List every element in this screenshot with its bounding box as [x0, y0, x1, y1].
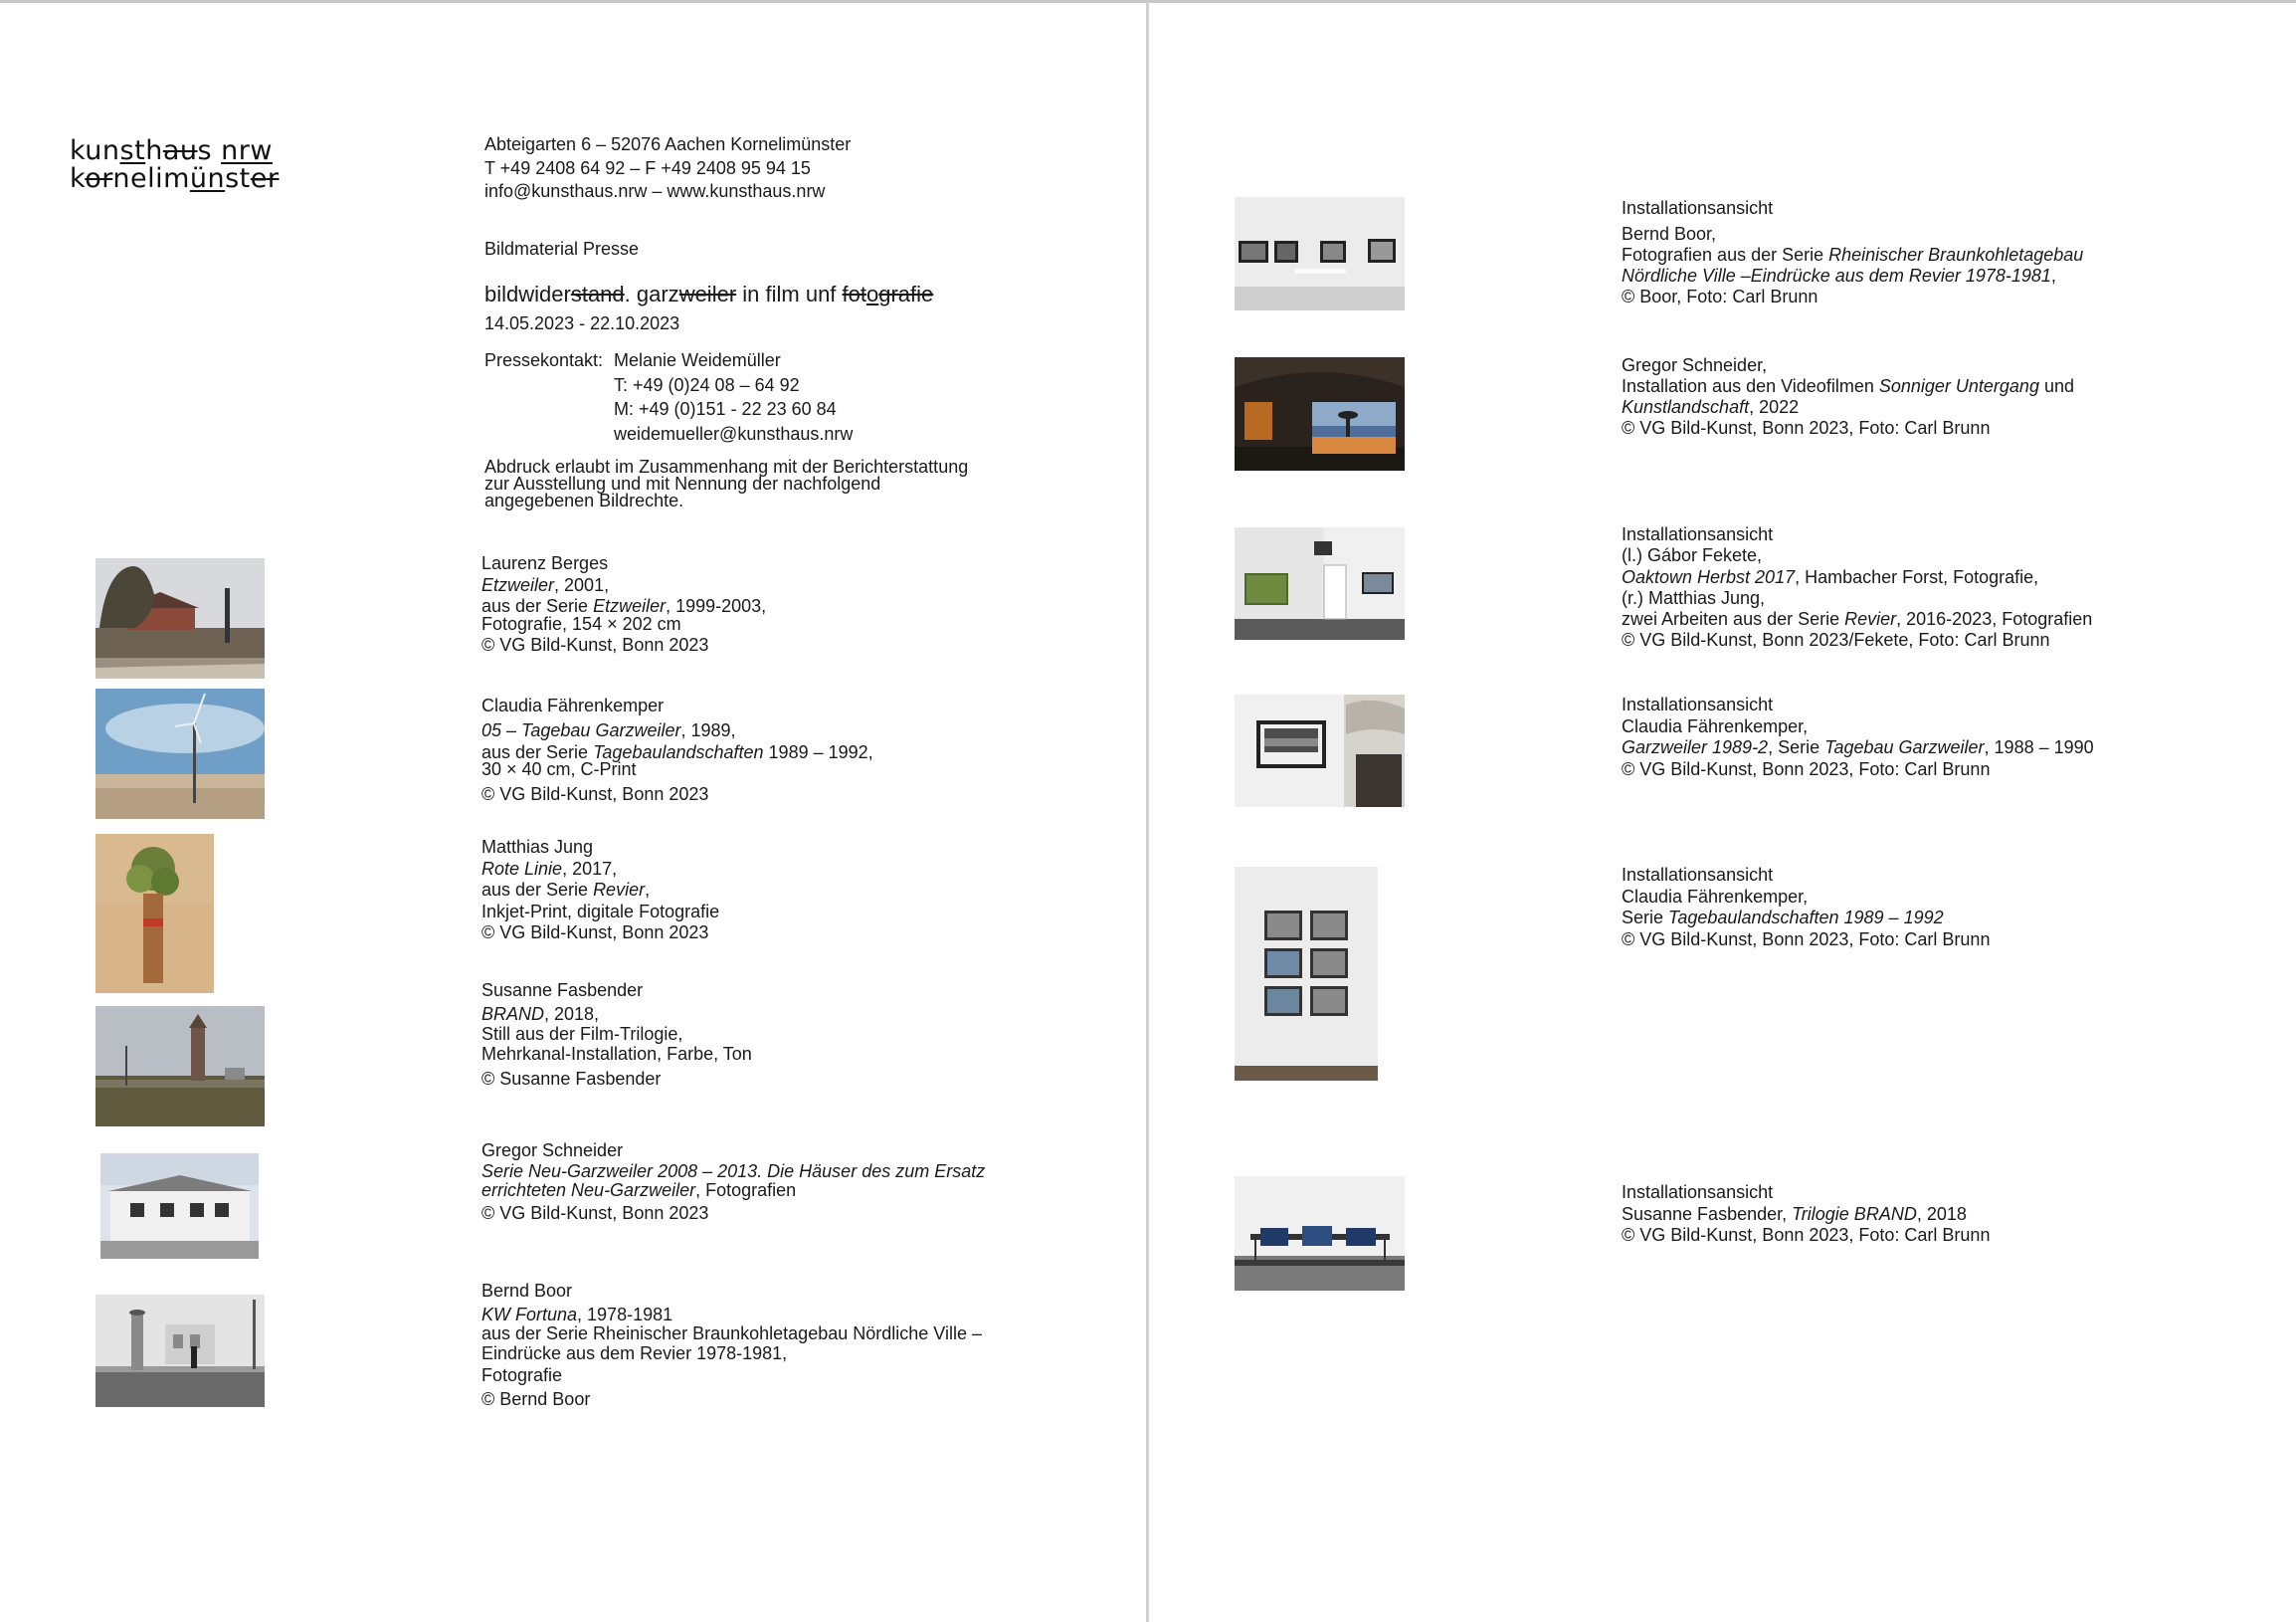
email-web-line: info@kunsthaus.nrw – www.kunsthaus.nrw	[484, 181, 826, 201]
photo-gallery-corner-doorway	[1235, 527, 1405, 640]
photo-brick-house-willow	[96, 558, 265, 679]
address-line: Abteigarten 6 – 52076 Aachen Kornelimünster	[484, 134, 852, 154]
usage-notice: Abdruck erlaubt im Zusammenhang mit der Berichterstattung zur Ausstellung und mit Nennung der nachfolgend angegebenen Bildrechte.	[484, 457, 969, 510]
logo	[70, 137, 279, 193]
photo-street-advertising-column	[96, 1295, 265, 1407]
left-caption-4: Susanne Fasbender BRAND, 2018, Still aus der Film-Trilogie, Mehrkanal-Installation, Farbe, Ton © Susanne Fasbender	[481, 980, 752, 1089]
exhibition-dates: 14.05.2023 - 22.10.2023	[484, 313, 680, 333]
contact-mobile: M: +49 (0)151 - 22 23 60 84	[614, 399, 837, 419]
right-caption-4: Installationsansicht Claudia Fährenkemper, Garzweiler 1989-2, Serie Tagebau Garzweiler, 1988 – 1990 © VG Bild-Kunst, Bonn 2023, Foto: Carl Brunn	[1622, 695, 2094, 779]
contact-email: weidemueller@kunsthaus.nrw	[614, 423, 854, 444]
photo-framed-photo-fireplace	[1235, 695, 1405, 807]
left-caption-5: Gregor Schneider Serie Neu-Garzweiler 2008 – 2013. Die Häuser des zum Ersatz errichteten Neu-Garzweiler, Fotografien © VG Bild-Kunst, Bonn 2023	[481, 1140, 986, 1223]
photo-white-bungalow	[100, 1153, 259, 1259]
right-caption-3: Installationsansicht (l.) Gábor Fekete, Oaktown Herbst 2017, Hambacher Forst, Fotografie, (r.) Matthias Jung, zwei Arbeiten aus der Serie Revier, 2016-2023, Fotografien © VG Bild-Kunst, Bonn 2023/Fekete, Foto: Carl Brunn	[1622, 524, 2093, 651]
right-caption-6: Installationsansicht Susanne Fasbender, Trilogie BRAND, 2018 © VG Bild-Kunst, Bonn 2023, Foto: Carl Brunn	[1622, 1182, 1991, 1245]
right-caption-5: Installationsansicht Claudia Fährenkemper, Serie Tagebaulandschaften 1989 – 1992 © VG Bild-Kunst, Bonn 2023, Foto: Carl Brunn	[1622, 865, 1991, 949]
left-caption-1: Laurenz Berges Etzweiler, 2001, aus der Serie Etzweiler, 1999-2003, Fotografie, 154 × 202 cm © VG Bild-Kunst, Bonn 2023	[481, 553, 767, 655]
photo-church-tower-field	[96, 1006, 265, 1126]
photo-tree-stump-figure	[96, 834, 214, 993]
contact-label: Pressekontakt:	[484, 350, 604, 370]
contact-name: Melanie Weidemüller	[614, 350, 781, 370]
logo-line-2: kornelimünster	[70, 163, 280, 194]
right-caption-2: Gregor Schneider, Installation aus den Videofilmen Sonniger Untergang und Kunstlandschaft, 2022 © VG Bild-Kunst, Bonn 2023, Foto: Carl Brunn	[1622, 355, 2075, 438]
photo-wind-turbine-field	[96, 689, 265, 819]
exhibition-title: bildwiderstand. garzweiler in film unf fotografie	[484, 282, 934, 306]
left-caption-2: Claudia Fährenkemper 05 – Tagebau Garzweiler, 1989, aus der Serie Tagebaulandschaften 1989 – 1992, 30 × 40 cm, C-Print © VG Bild-Kunst, Bonn 2023	[481, 696, 873, 804]
left-caption-6: Bernd Boor KW Fortuna, 1978-1981 aus der Serie Rheinischer Braunkohletagebau Nördliche Ville – Eindrücke aus dem Revier 1978-1981, Fotografie © Bernd Boor	[481, 1281, 982, 1409]
logo-line-1: kunsthaus nrw	[70, 135, 273, 166]
contact-phone: T: +49 (0)24 08 – 64 92	[614, 374, 800, 395]
phone-line: T +49 2408 64 92 – F +49 2408 95 94 15	[484, 157, 811, 178]
section-label: Bildmaterial Presse	[484, 239, 640, 259]
photo-grid-six-frames	[1235, 867, 1378, 1081]
page-divider	[1146, 3, 1149, 1622]
photo-dark-video-installation	[1235, 357, 1405, 471]
photo-multichannel-screens	[1235, 1176, 1405, 1291]
left-caption-3: Matthias Jung Rote Linie, 2017, aus der Serie Revier, Inkjet-Print, digitale Fotografie © VG Bild-Kunst, Bonn 2023	[481, 837, 720, 942]
address-block	[484, 133, 851, 204]
contact-details	[614, 348, 853, 446]
right-caption-1: Installationsansicht Bernd Boor, Fotografien aus der Serie Rheinischer Braunkohletagebau Nördliche Ville –Eindrücke aus dem Revier 1978-1981, © Boor, Foto: Carl Brunn	[1622, 198, 2084, 306]
photo-gallery-framed-row	[1235, 197, 1405, 310]
